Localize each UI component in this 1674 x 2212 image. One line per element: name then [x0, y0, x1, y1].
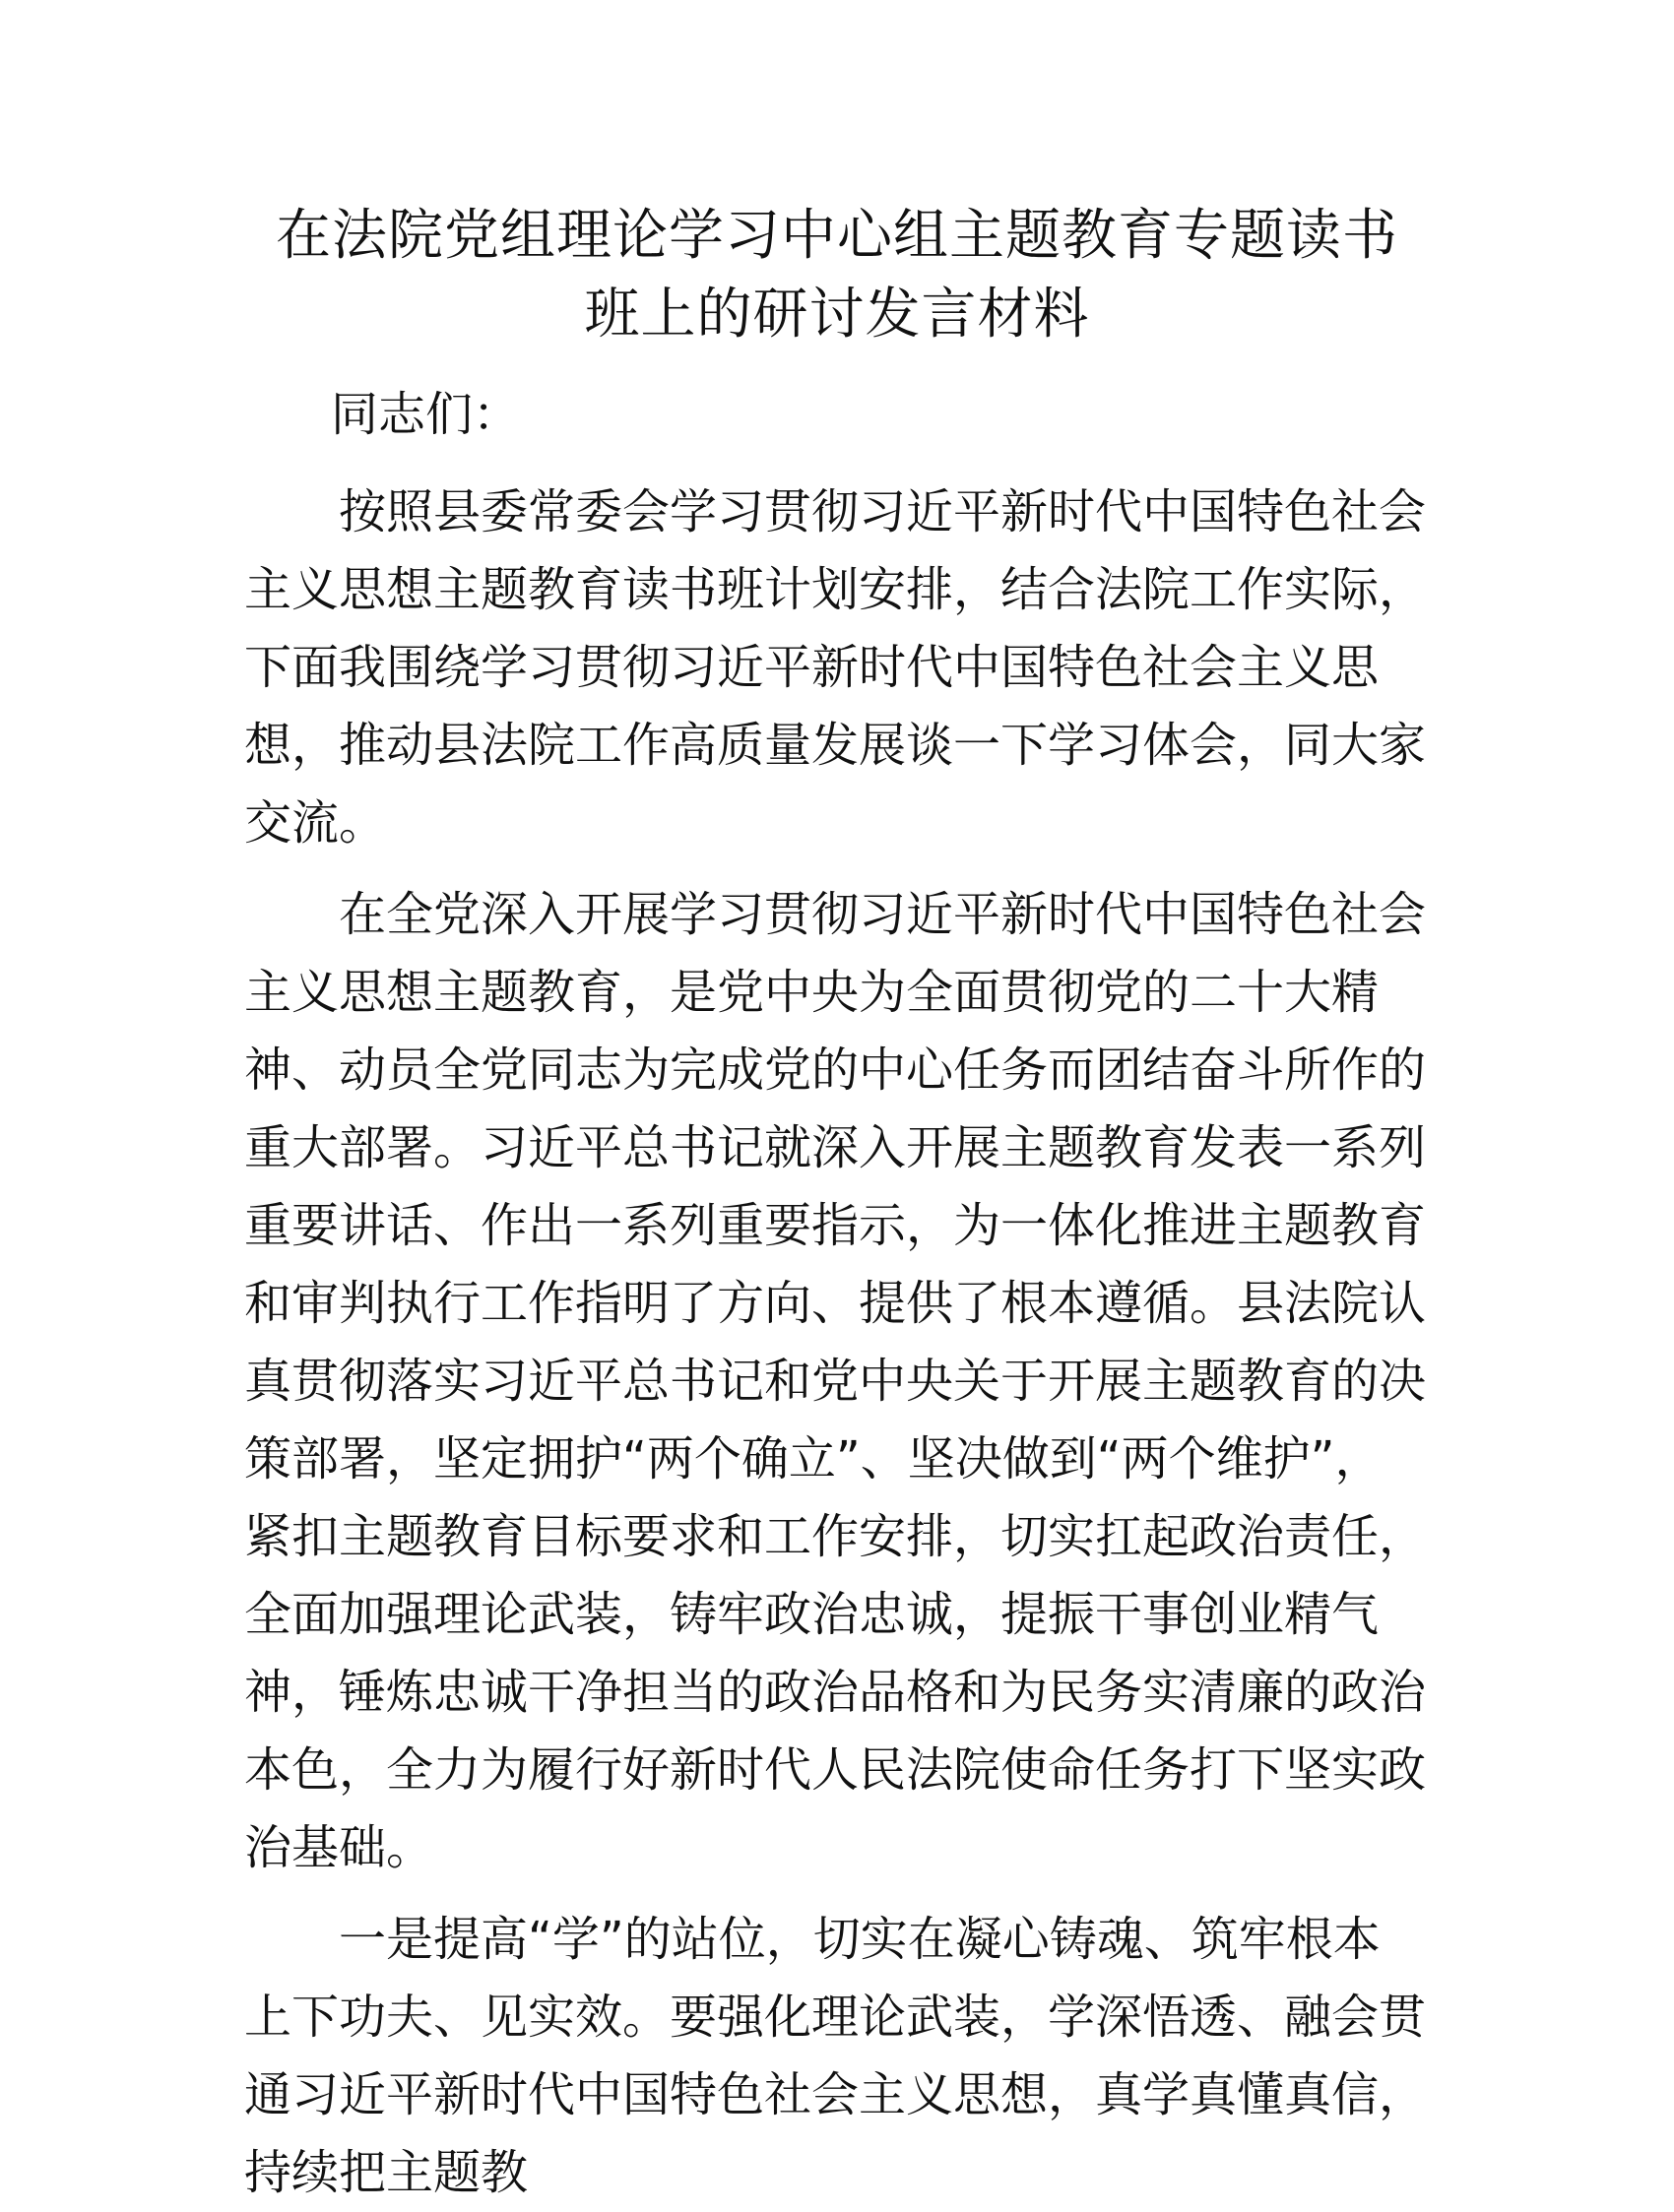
paragraph-3: 一是提高“学”的站位，切实在凝心铸魂、筑牢根本上下功夫、见实效。要强化理论武装，学深悟透、融会贯通习近平新时代中国特色社会主义思想，真学真懂真信，持续把主题教	[244, 1912, 1427, 2200]
paragraph-1: 按照县委常委会学习贯彻习近平新时代中国特色社会主义思想主题教育读书班计划安排，结合法院工作实际，下面我围绕学习贯彻习近平新时代中国特色社会主义思想，推动县法院工作高质量发展谈一下学习体会，同大家交流。	[244, 484, 1427, 851]
title-line-2: 班上的研讨发言材料	[584, 283, 1090, 347]
document-body	[244, 376, 1426, 2212]
document-title	[246, 197, 1428, 354]
paragraph-2: 在全党深入开展学习贯彻习近平新时代中国特色社会主义思想主题教育，是党中央为全面贯彻党的二十大精神、动员全党同志为完成党的中心任务而团结奋斗所作的重大部署。习近平总书记就深入开展主题教育发表一系列重要讲话、作出一系列重要指示，为一体化推进主题教育和审判执行工作指明了方向、提供了根本遵循。县法院认真贯彻落实习近平总书记和党中央关于开展主题教育的决策部署，坚定拥护“两个确立”、坚决做到“两个维护”，紧扣主题教育目标要求和工作安排，切实扛起政治责任，全面加强理论武装，铸牢政治忠诚，提振干事创业精气神，锤炼忠诚干净担当的政治品格和为民务实清廉的政治本色，全力为履行好新时代人民法院使命任务打下坚实政治基础。	[244, 887, 1427, 1875]
salutation: 同志们：	[331, 387, 521, 442]
title-line-1: 在法院党组理论学习中心组主题教育专题读书	[276, 204, 1398, 268]
